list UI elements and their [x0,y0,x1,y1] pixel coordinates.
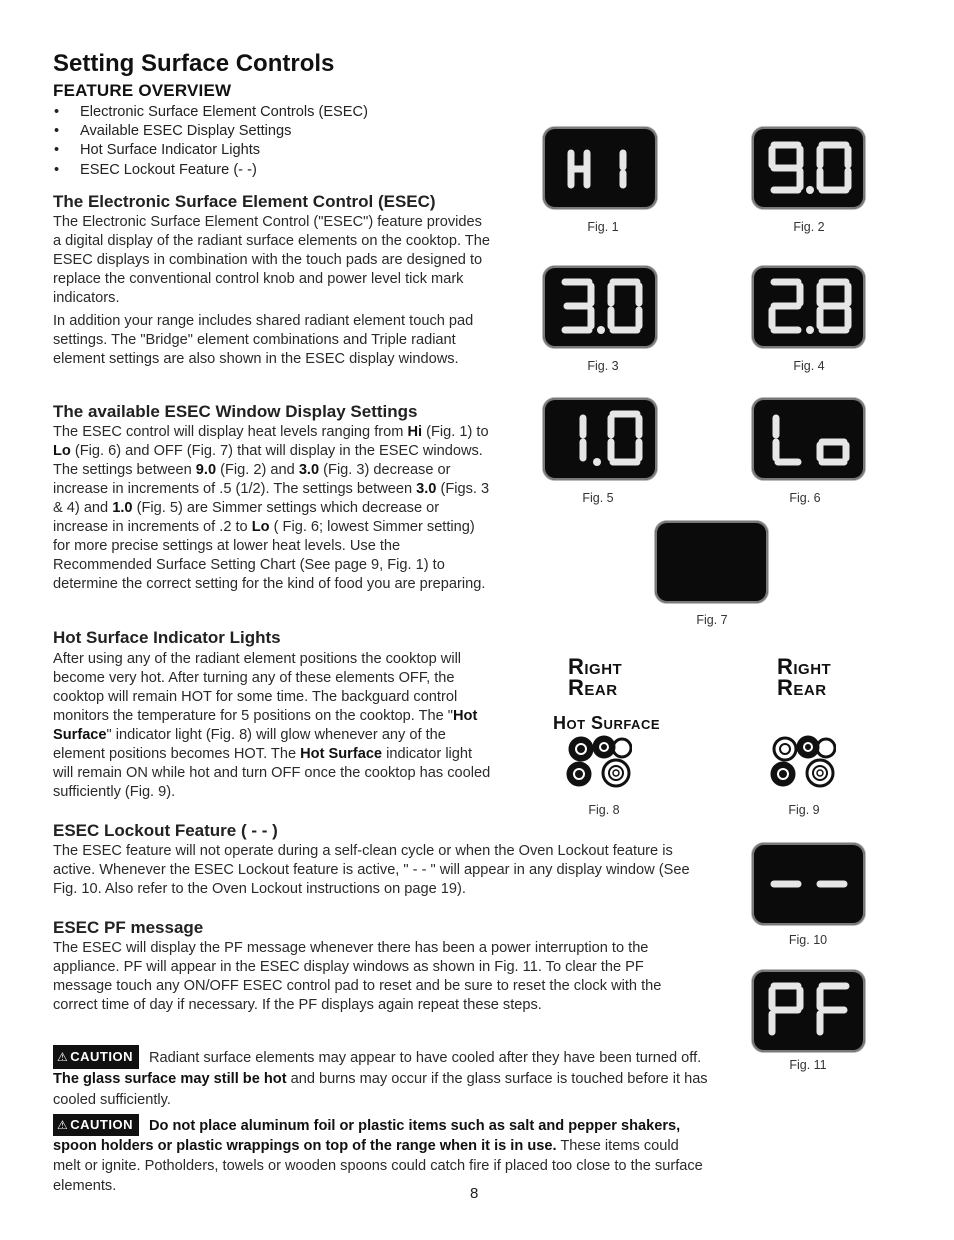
list-item: • Electronic Surface Element Controls (ESEC) [52,103,492,122]
fig8-labels [568,656,622,698]
list-item: • Available ESEC Display Settings [52,122,492,141]
label-rear: Rear [568,675,618,700]
list-item: • ESEC Lockout Feature (- -) [52,161,492,180]
label-right: Right [777,654,832,679]
fig-caption: Fig. 2 [793,220,825,234]
text-run: After using any of the radiant element positions the cooktop will become very hot. After turning any of these elements OFF, the cooktop will remain HOT for some time. The backguard control monitors the temperature for 5 positions on the cooktop. The " [53,651,462,724]
bold-run: Hot Surface [53,708,478,743]
fig-caption: Fig. 11 [789,1058,827,1072]
bold-run: 9.0 [195,462,217,478]
text-run: The ESEC control will display heat levels ranging from [53,424,408,440]
text-run: Radiant surface elements may appear to have cooled after they have been turned off. [148,1050,702,1066]
display-digits-dash-dash [752,843,865,925]
display-digits-pf [752,970,865,1052]
label-right: Right [568,654,623,679]
fig-caption: Fig. 4 [793,359,825,373]
fig-caption: Fig. 9 [788,803,820,817]
pf-body: The ESEC will display the PF message whenever there has been a power interruption to the appliance. PF will appear in the ESEC display windows as shown in Fig. 11. To clear the PF message touch any ON/OFF ESEC control pad to reset and be sure to reset the clock with the correct time of day if necessary. If the PF displays again repeat these steps. [53,940,662,1013]
caution-badge [53,1114,139,1136]
esec-display-fig11 [752,970,865,1052]
esec-para-1: The Electronic Surface Element Control ("ESEC") feature provides a digital display of the radiant surface elements on the cooktop. The ESEC displays in combination with the touch pads are designed to replace the conventional control knob and power level tick mark indicators. [53,214,491,306]
text-run: indicator light will remain ON while hot and turn OFF once the cooktop has cooled sufficiently (Fig. 9). [53,746,491,800]
text-run: ( Fig. 6; lowest Simmer setting) for more precise settings at lower heat levels. Use the Recommended Surface Setting Chart (See page 9, Fig. 1) to determine the correct setting for the kind of food you are preparing. [53,519,486,592]
fig-caption: Fig. 6 [789,491,821,505]
text-run: These items could melt or ignite. Potholders, towels or wooden spoons could catch fire if placed too close to the surface elements. [53,1138,703,1194]
pf-heading: ESEC PF message [53,918,204,937]
esec-display-fig1 [543,127,657,209]
text-run: (Fig. 5) are Simmer settings which decrease or increase in increments of .2 to [53,500,440,535]
text-run: and burns may occur if the glass surface is touched before it has cooled sufficiently. [53,1071,708,1108]
fig-caption: Fig. 8 [588,803,620,817]
fig-caption: Fig. 7 [696,613,728,627]
esec-display-fig6 [752,398,865,480]
esec-body [53,213,493,369]
text-run: (Fig. 1) to [422,424,489,440]
bold-run: Lo [53,443,71,459]
text-run: (Fig. 3) decrease or increase in increments of .5 (1/2). The settings between [53,462,451,497]
caution-2 [53,1114,703,1196]
bold-run: Hi [407,424,423,440]
esec-para-2: In addition your range includes shared radiant element touch pad settings. The "Bridge" element combinations and Triple radiant element settings are also shown in the ESEC display windows. [53,313,474,367]
fig-caption: Fig. 10 [788,933,828,947]
label-rear: Rear [777,675,827,700]
hot-surface-heading: Hot Surface Indicator Lights [53,628,281,647]
esec-display-fig3 [543,266,657,348]
bold-run: Lo [251,519,270,535]
hot-surface-body [53,650,493,802]
lockout-body: The ESEC feature will not operate during a self-clean cycle or when the Oven Lockout feature is active. Whenever the ESEC Lockout feature is active, " - - " will appear in any display window (See Fig. 10. Also refer to the Oven Lockout instructions on page 19). [53,843,690,897]
text-run: " indicator light (Fig. 8) will glow whenever any of the element positions becomes HOT. The [53,727,446,762]
caution-1 [53,1045,713,1111]
display-digits-hi [543,127,657,209]
display-digits-2-8 [752,266,865,348]
esec-display-fig4 [752,266,865,348]
bold-run: 3.0 [298,462,320,478]
bold-run: Do not place aluminum foil or plastic items such as salt and pepper shakers, spoon holders or plastic wrappings on top of the range when it is in use. [53,1118,681,1154]
list-item: • Hot Surface Indicator Lights [52,141,492,160]
caution-label: CAUTION [70,1117,133,1132]
display-digits-9-0 [752,127,865,209]
page-title: Setting Surface Controls [53,50,335,77]
esec-display-fig2 [752,127,865,209]
lockout-heading: ESEC Lockout Feature ( - - ) [53,821,278,840]
bold-run: The glass surface may still be hot [53,1071,287,1087]
window-settings-body [53,423,493,594]
esec-heading: The Electronic Surface Element Control (ESEC) [53,192,436,211]
warning-icon: ⚠ [57,1118,69,1132]
text-run: (Fig. 6) and OFF (Fig. 7) that will display in the ESEC windows. The settings between [53,443,483,478]
display-digits-1-0 [543,398,657,480]
fig-caption: Fig. 1 [587,220,619,234]
window-settings-heading: The available ESEC Window Display Settings [53,402,418,421]
text-run: (Figs. 3 & 4) and [53,481,490,516]
display-digits-3-0 [543,266,657,348]
display-digits-lo [752,398,865,480]
caution-label: CAUTION [70,1049,133,1064]
esec-display-fig7-off [655,521,768,603]
feature-overview-heading: FEATURE OVERVIEW [53,81,232,100]
fig-caption: Fig. 5 [582,491,614,505]
esec-display-fig5 [543,398,657,480]
bold-run: 1.0 [112,500,133,516]
fig-caption: Fig. 3 [587,359,619,373]
fig9-labels [777,656,831,698]
bold-run: 3.0 [416,481,437,497]
page-number: 8 [470,1185,479,1202]
feature-overview-list [52,103,492,180]
text-run: (Fig. 2) and [216,462,299,478]
bold-run: Hot Surface [300,746,383,762]
hot-surface-label: Hot Surface [553,713,661,733]
esec-display-fig10 [752,843,865,925]
warning-icon: ⚠ [57,1050,69,1064]
caution-badge [53,1045,139,1069]
hot-surface-indicator-icon [566,735,632,790]
hot-surface-off-indicator-icon [770,735,836,790]
